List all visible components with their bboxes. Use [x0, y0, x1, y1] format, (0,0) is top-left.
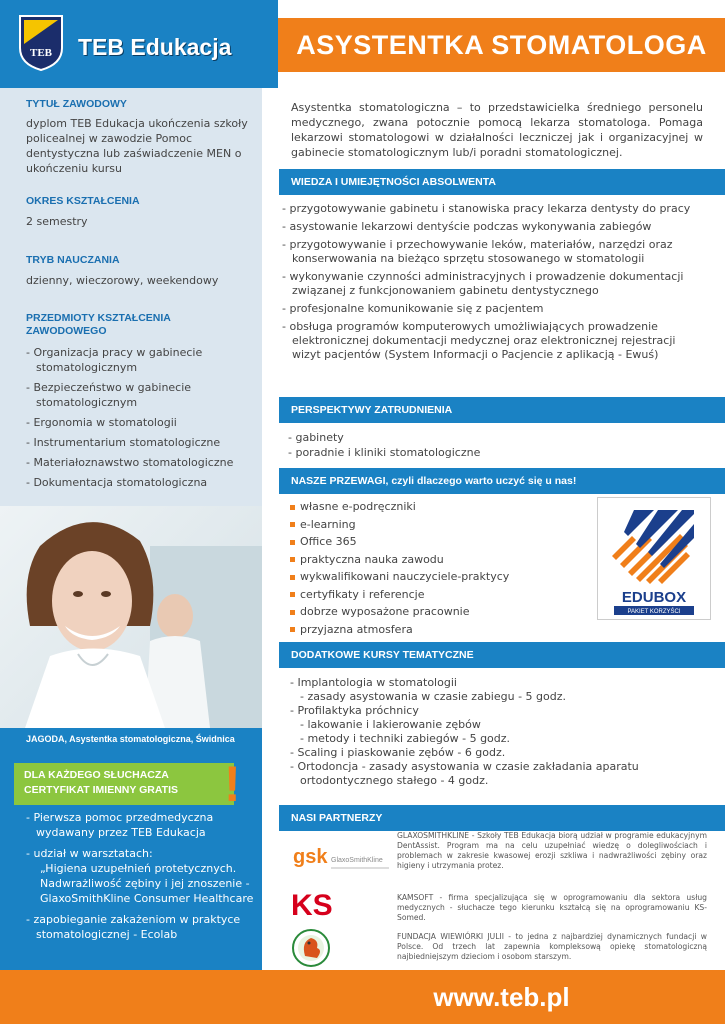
footer-website-link[interactable]: www.teb.pl	[433, 982, 570, 1012]
list-item: własne e-podręczniki	[290, 500, 590, 514]
edubox-tagline: PAKIET KORZYŚCI	[627, 609, 681, 615]
list-item: „Higiena uzupełnień protetycznych. Nadwrażliwość zębiny i jej znoszenie - GlaxoSmithKline Consumer Healthcare	[40, 862, 254, 905]
list-item: - Pierwsza pomoc przedmedyczna wydawany przez TEB Edukacja	[26, 811, 214, 839]
period-heading: OKRES KSZTAŁCENIA	[26, 195, 140, 207]
gsk-logo-text: gsk	[293, 846, 328, 868]
partners-heading: NASI PARTNERZY	[279, 805, 725, 831]
list-item: - Ergonomia w stomatologii	[26, 416, 177, 429]
list-item: - Instrumentarium stomatologiczne	[26, 436, 221, 449]
gsk-description: GLAXOSMITHKLINE - Szkoły TEB Edukacja biorą udział w programie edukacyjnym DentAssist. Program ma na celu uzupełniać wiedzę o dolegliwościach i problemach w zakresie kwasowej erozji szkliwa i nadwrażliwości zębiny oraz higieny i utrzymania protez.	[397, 831, 707, 870]
gsk-logo-icon	[289, 838, 395, 878]
knowledge-heading: WIEDZA I UMIEJĘTNOŚCI ABSOLWENTA	[279, 169, 725, 195]
edubox-icon	[598, 498, 710, 619]
subjects-heading: PRZEDMIOTY KSZTAŁCENIA ZAWODOWEGO	[26, 312, 171, 337]
list-item: dobrze wyposażone pracownie	[290, 605, 590, 619]
list-item: - przygotowywanie i przechowywanie leków, materiałów, narzędzi oraz konserwowania na bieżąco sprzętu stosowanego w stomatologii	[282, 238, 673, 265]
list-item: wykwalifikowani nauczyciele-praktycy	[290, 570, 590, 584]
kamsoft-description: KAMSOFT - firma specjalizująca się w oprogramowaniu dla sektora usług medycznych - słuchacze tego kierunku kształcą się na oprogramowaniu KS-Somed.	[397, 893, 707, 922]
list-item: - poradnie i kliniki stomatologiczne	[288, 446, 481, 459]
list-item: - Organizacja pracy w gabinecie stomatologicznym	[26, 346, 203, 374]
list-item: praktyczna nauka zawodu	[290, 553, 590, 567]
list-item: - Materiałoznawstwo stomatologiczne	[26, 456, 234, 469]
kamsoft-logo-icon	[289, 883, 343, 923]
list-item: - zasady asystowania w czasie zabiegu - 5 godz.	[300, 690, 567, 703]
courses-heading: DODATKOWE KURSY TEMATYCZNE	[279, 642, 725, 668]
title-text: dyplom TEB Edukacja ukończenia szkoły policealnej w zawodzie Pomoc dentystyczna lub zaświadczenie MEN o ukończeniu kursu	[26, 117, 248, 175]
list-item: - Scaling i piaskowanie zębów - 6 godz.	[290, 746, 506, 759]
career-list	[288, 431, 708, 464]
list-item: - Bezpieczeństwo w gabinecie stomatologicznym	[26, 381, 192, 409]
logo-text: TEB	[29, 47, 53, 59]
list-item: - Profilaktyka próchnicy	[290, 704, 419, 717]
certificate-heading: DLA KAŻDEGO SŁUCHACZA CERTYFIKAT IMIENNY GRATIS	[24, 769, 179, 796]
list-item: - Ortodoncja - zasady asystowania w czasie zakładania aparatu	[290, 760, 639, 773]
edubox-logo	[597, 497, 711, 620]
courses-list	[290, 676, 710, 788]
period-text: 2 semestry	[26, 215, 88, 228]
dental-assistant-photo-icon	[0, 506, 262, 728]
list-item: - metody i techniki zabiegów - 5 godz.	[300, 732, 511, 745]
teb-shield-logo-icon	[18, 14, 64, 72]
list-item: - gabinety	[288, 431, 344, 444]
list-item: Office 365	[290, 535, 590, 549]
intro-text: Asystentka stomatologiczna – to przedstawicielka średniego personelu medycznego, zwana potocznie pomocą lekarza stomatologa. Pomaga lekarzowi stomatologowi w działalności leczniczej jak i organizacyjnej w gabinecie stomatologicznym lub/i poradni stomatologicznej.	[291, 101, 703, 159]
photo-caption: JAGODA, Asystentka stomatologiczna, Świdnica	[0, 728, 262, 750]
list-item: - wykonywanie czynności administracyjnych i prowadzenie dokumentacji związanej z funkcjonowaniem gabinetu dentystycznego	[282, 270, 684, 297]
mode-heading: TRYB NAUCZANIA	[26, 254, 120, 266]
title-heading: TYTUŁ ZAWODOWY	[26, 98, 127, 110]
subjects-list	[26, 345, 254, 495]
student-photo	[0, 506, 262, 728]
julii-description: FUNDACJA WIEWIÓRKI JULII - to jedna z najbardziej dynamicznych fundacji w Polsce. Od trzech lat zapewnia kompleksową opiekę stomatologiczną najbiedniejszym dzieciom i osobom starszym.	[397, 932, 707, 961]
advantages-list	[290, 500, 590, 640]
list-item: ortodontycznego stałego - 4 godz.	[300, 774, 489, 787]
certificate-list	[26, 810, 254, 948]
list-item: - profesjonalne komunikowanie się z pacjentem	[282, 302, 544, 315]
list-item: - Implantologia w stomatologii	[290, 676, 457, 689]
gsk-logo-name: GlaxoSmithKline	[331, 857, 383, 864]
list-item: - zapobieganie zakażeniom w praktyce stomatologicznej - Ecolab	[26, 913, 241, 941]
edubox-name: EDUBOX	[621, 589, 687, 606]
page-title: ASYSTENTKA STOMATOLOGA	[296, 30, 707, 60]
list-item: - obsługa programów komputerowych umożliwiających prowadzenie elektronicznej dokumentacji medycznej oraz elektronicznej rejestracji wizyt pacjentów (System Informacji o Pacjencie z aplikacją - Ewuś)	[282, 320, 676, 361]
advantages-heading: NASZE PRZEWAGI, czyli dlaczego warto uczyć się u nas!	[279, 468, 725, 494]
brand-name: TEB Edukacja	[78, 34, 232, 60]
list-item: - asystowanie lekarzowi dentyście podczas wykonywania zabiegów	[282, 220, 652, 233]
list-item: przyjazna atmosfera	[290, 623, 590, 637]
career-heading: PERSPEKTYWY ZATRUDNIENIA	[279, 397, 725, 423]
list-item: - przygotowywanie gabinetu i stanowiska pracy lekarza dentysty do pracy	[282, 202, 691, 215]
squirrel-julia-logo-icon	[291, 928, 331, 968]
knowledge-list	[282, 202, 702, 366]
mode-text: dzienny, wieczorowy, weekendowy	[26, 274, 219, 287]
list-item: - lakowanie i lakierowanie zębów	[300, 718, 481, 731]
list-item: certyfikaty i referencje	[290, 588, 590, 602]
list-item: - Dokumentacja stomatologiczna	[26, 476, 208, 489]
exclamation-icon: !	[224, 756, 241, 812]
list-item: - udział w warsztatach:	[26, 847, 153, 860]
kamsoft-logo-text: KS	[291, 889, 333, 922]
list-item: e-learning	[290, 518, 590, 532]
